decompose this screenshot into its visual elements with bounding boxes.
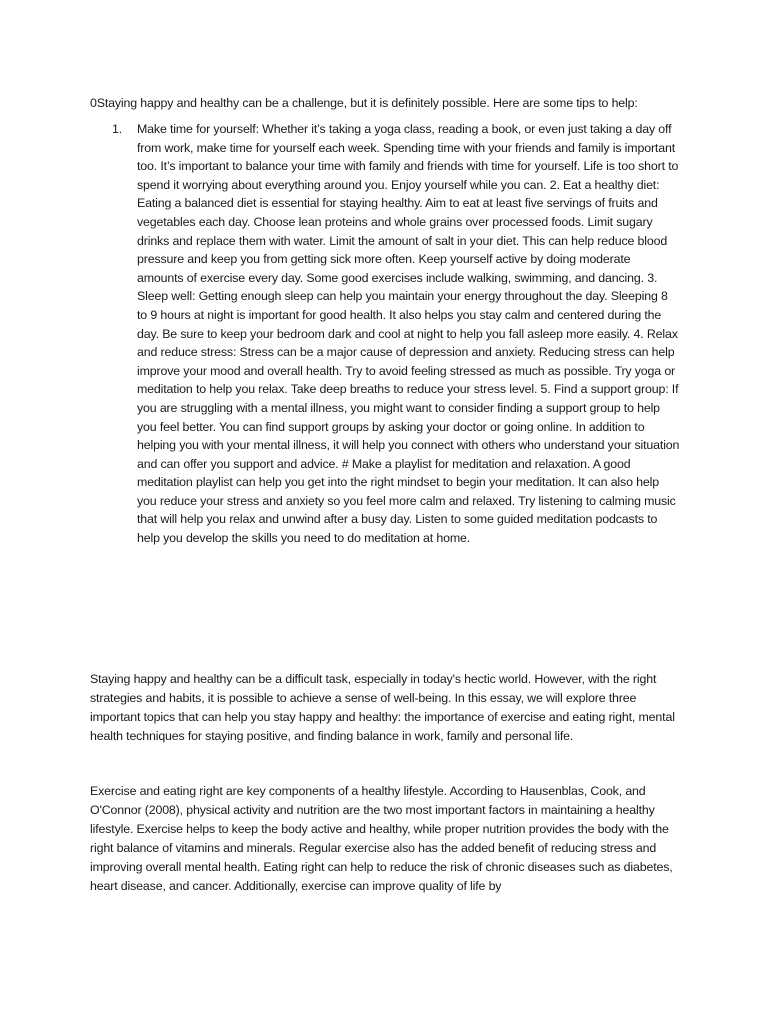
essay-intro-paragraph: Staying happy and healthy can be a difficult task, especially in today's hectic world. However, with the right strategies and habits, it is possible to achieve a sense of well-being. In this essay, we will explore three important topics that can help you stay happy and healthy: the importance of exercise and eating right, mental health techniques for staying positive, and finding balance in work, family and personal life. xyxy=(90,672,675,743)
tips-list xyxy=(90,120,680,548)
list-item-number: 1. xyxy=(112,122,123,136)
list-item-text: Make time for yourself: Whether it’s taking a yoga class, reading a book, or even just taking a day off from work, make time for yourself each week. Spending time with your friends and family is important too. It’s important to balance your time with family and friends with time for yourself. Life is too short to spend it worrying about everything around you. Enjoy yourself while you can. 2. Eat a healthy diet: Eating a balanced diet is essential for staying healthy. Aim to eat at least five servings of fruits and vegetables each day. Choose lean proteins and whole grains over processed foods. Limit sugary drinks and replace them with water. Limit the amount of salt in your diet. This can help reduce blood pressure and keep you from getting sick more often. Keep yourself active by doing moderate amounts of exercise every day. Some good exercises include walking, swimming, and dancing. 3. Sleep well: Getting enough sleep can help you maintain your energy throughout the day. Sleeping 8 to 9 hours at night is important for good health. It also helps you stay calm and centered during the day. Be sure to keep your bedroom dark and cool at night to help you fall asleep more easily. 4. Relax and reduce stress: Stress can be a major cause of depression and anxiety. Reducing stress can help improve your mood and overall health. Try to avoid feeling stressed as much as possible. Try yoga or meditation to help you relax. Take deep breaths to reduce your stress level. 5. Find a support group: If you are struggling with a mental illness, you might want to consider finding a support group to help you feel better. You can find support groups by asking your doctor or going online. In addition to helping you with your mental illness, it will help you connect with others who understand your situation and can offer you support and advice. # Make a playlist for meditation and relaxation. A good meditation playlist can help you get into the right mindset to begin your meditation. It can also help you reduce your stress and anxiety so you feel more calm and relaxed. Try listening to calming music that will help you relax and unwind after a busy day. Listen to some guided meditation podcasts to help you develop the skills you need to do meditation at home. xyxy=(137,122,680,546)
intro-paragraph: 0Staying happy and healthy can be a challenge, but it is definitely possible. Here are some tips to help: xyxy=(90,96,638,110)
exercise-paragraph: Exercise and eating right are key components of a healthy lifestyle. According to Hausenblas, Cook, and O'Connor (2008), physical activity and nutrition are the two most important factors in maintaining a healthy lifestyle. Exercise helps to keep the body active and healthy, while proper nutrition provides the body with the right balance of vitamins and minerals. Regular exercise also has the added benefit of reducing stress and improving overall mental health. Eating right can help to reduce the risk of chronic diseases such as diabetes, heart disease, and cancer. Additionally, exercise can improve quality of life by xyxy=(90,784,673,893)
list-item xyxy=(90,120,680,548)
